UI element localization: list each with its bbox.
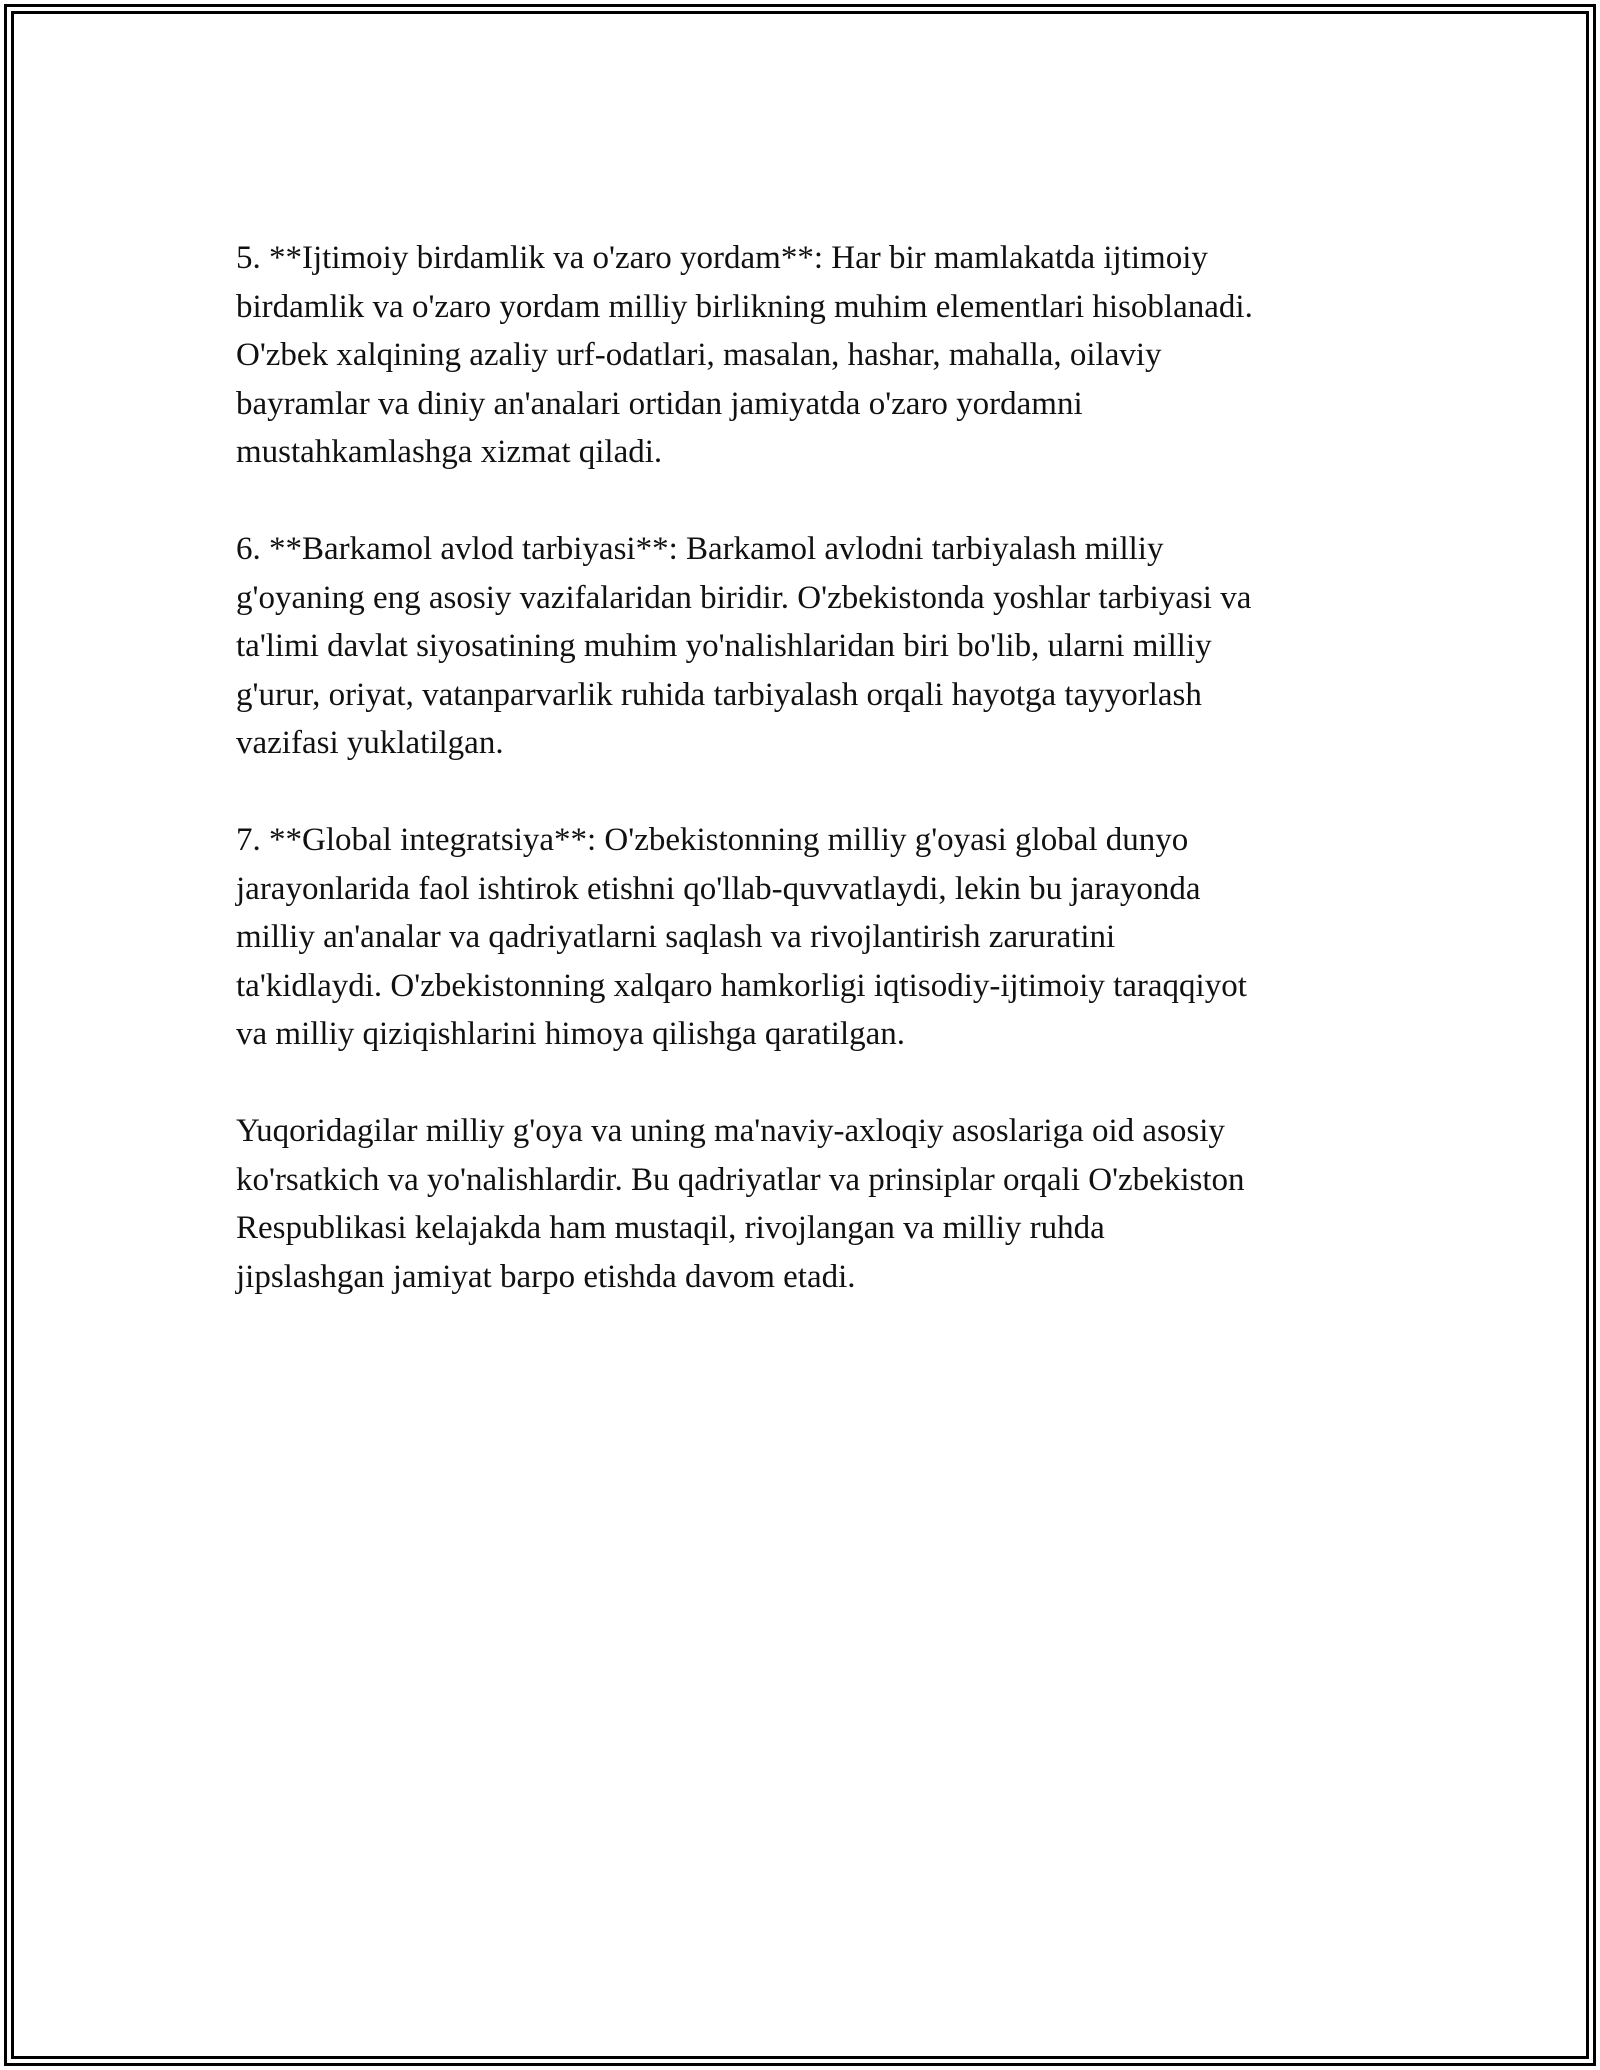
text-line: vazifasi yuklatilgan.	[236, 725, 504, 761]
paragraph-item-5	[236, 234, 1396, 477]
text-line: 7. **Global integratsiya**: O'zbekistonning milliy g'oyasi global dunyo	[236, 822, 1189, 858]
text-line: mustahkamlashga xizmat qiladi.	[236, 434, 663, 470]
text-line: bayramlar va diniy an'analari ortidan jamiyatda o'zaro yordamni	[236, 385, 1083, 422]
text-line: jarayonlarida faol ishtirok etishni qo'llab-quvvatlaydi, lekin bu jarayonda	[236, 870, 1201, 907]
text-line: jipslashgan jamiyat barpo etishda davom etadi.	[236, 1258, 856, 1295]
text-line: ko'rsatkich va yo'nalishlardir. Bu qadriyatlar va prinsiplar orqali O'zbekiston	[236, 1161, 1245, 1198]
text-line: milliy an'analar va qadriyatlarni saqlash va rivojlantirish zaruratini	[236, 919, 1116, 955]
paragraph-conclusion	[236, 1107, 1396, 1301]
text-line: ta'kidlaydi. O'zbekistonning xalqaro hamkorligi iqtisodiy-ijtimoiy taraqqiyot	[236, 967, 1247, 1004]
text-line: birdamlik va o'zaro yordam milliy birlikning muhim elementlari hisoblanadi.	[236, 288, 1253, 325]
text-line: Yuqoridagilar milliy g'oya va uning ma'naviy-axloqiy asoslariga oid asosiy	[236, 1113, 1225, 1149]
paragraph-item-6	[236, 525, 1396, 768]
text-line: g'urur, oriyat, vatanparvarlik ruhida tarbiyalash orqali hayotga tayyorlash	[236, 676, 1202, 713]
text-line: 6. **Barkamol avlod tarbiyasi**: Barkamol avlodni tarbiyalash milliy	[236, 531, 1164, 567]
text-line: Respublikasi kelajakda ham mustaqil, rivojlangan va milliy ruhda	[236, 1210, 1105, 1246]
text-line: O'zbek xalqining azaliy urf-odatlari, masalan, hashar, mahalla, oilaviy	[236, 337, 1162, 373]
text-line: ta'limi davlat siyosatining muhim yo'nalishlaridan biri bo'lib, ularni milliy	[236, 628, 1212, 664]
text-line: va milliy qiziqishlarini himoya qilishga qaratilgan.	[236, 1016, 906, 1052]
paragraph-item-7	[236, 816, 1396, 1059]
text-line: 5. **Ijtimoiy birdamlik va o'zaro yordam**: Har bir mamlakatda ijtimoiy	[236, 240, 1208, 276]
text-line: g'oyaning eng asosiy vazifalaridan biridir. O'zbekistonda yoshlar tarbiyasi va	[236, 579, 1252, 616]
document-body	[236, 234, 1396, 1350]
